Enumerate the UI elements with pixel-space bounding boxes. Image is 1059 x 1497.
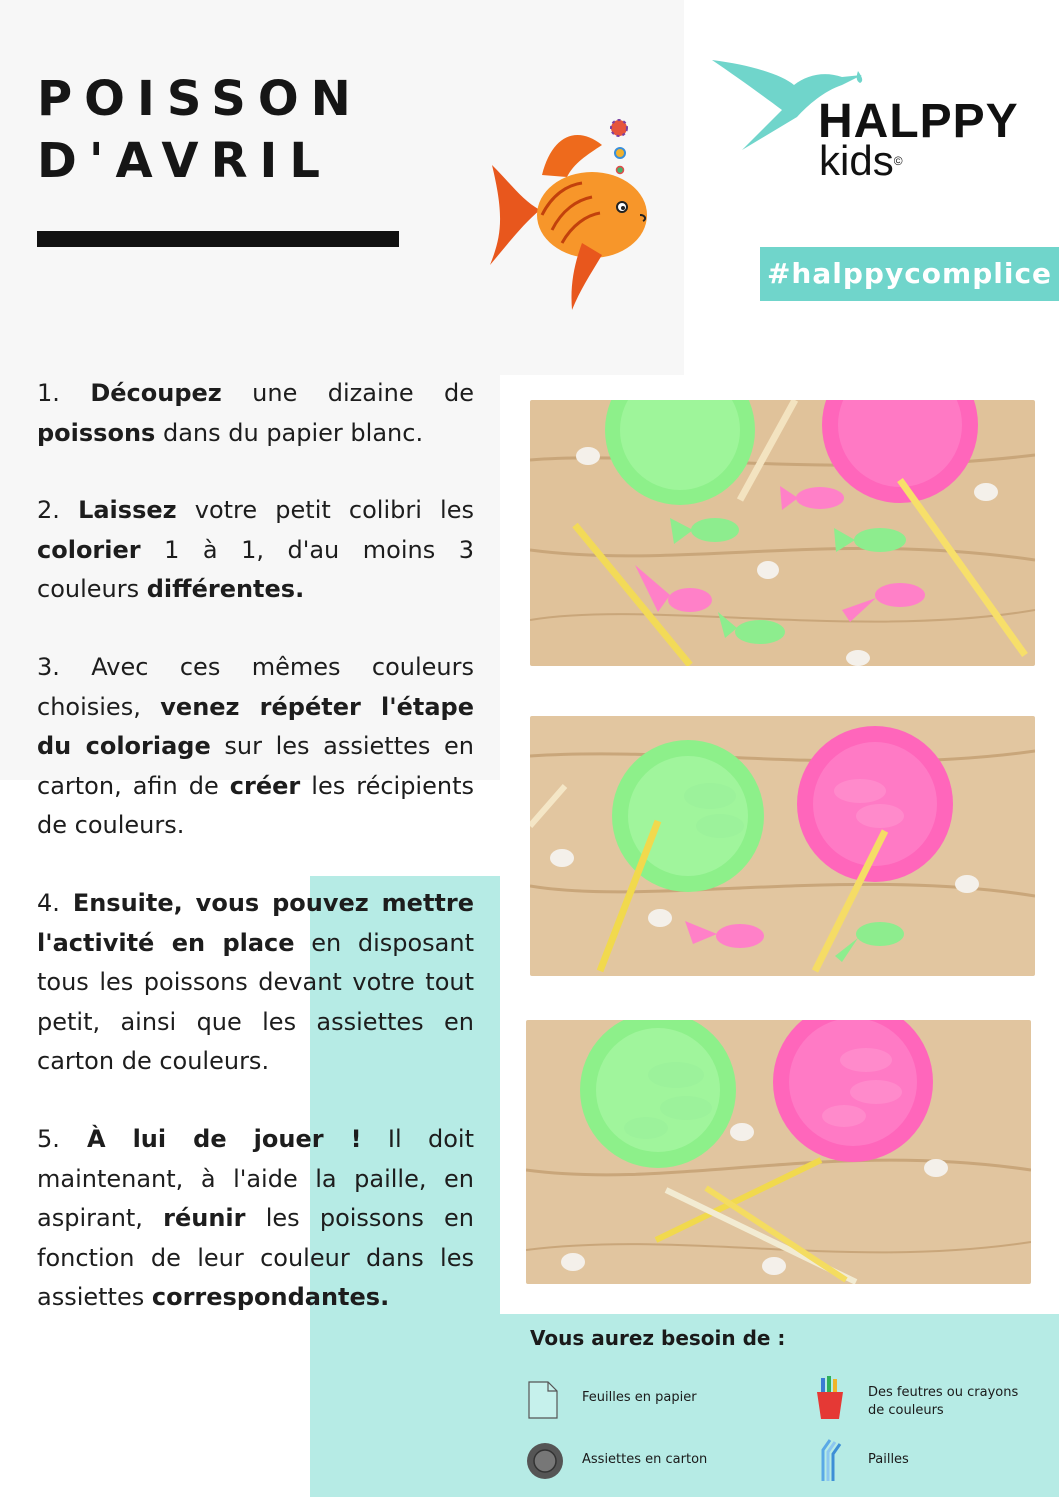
step-3 bbox=[37, 648, 474, 846]
step-emphasis: Ensuite, vous pouvez mettre l'activité en place bbox=[37, 888, 474, 957]
step-text: en disposant tous les poissons devant votre tout petit, ainsi que les assiettes en carton de couleurs. bbox=[37, 928, 475, 1076]
step-number: 5. bbox=[37, 1124, 60, 1153]
step-emphasis: venez répéter l'étape du coloriage bbox=[37, 692, 474, 761]
activity-photo-2 bbox=[530, 716, 1035, 976]
step-emphasis: créer bbox=[229, 771, 301, 800]
step-text: Avec ces mêmes couleurs choisies, bbox=[37, 652, 474, 721]
page-title bbox=[37, 68, 363, 192]
step-1 bbox=[37, 374, 474, 453]
activity-photo-1 bbox=[530, 400, 1035, 666]
step-text: une dizaine de bbox=[221, 379, 474, 407]
goldfish-illustration bbox=[482, 115, 652, 315]
step-emphasis: poissons bbox=[37, 418, 156, 447]
activity-photo-3 bbox=[526, 1020, 1031, 1284]
step-5 bbox=[37, 1120, 474, 1318]
material-straws: Pailles bbox=[868, 1452, 909, 1467]
step-number: 1. bbox=[37, 379, 60, 407]
step-text: dans du papier blanc. bbox=[155, 418, 424, 447]
step-2 bbox=[37, 491, 474, 610]
markers-cup-icon bbox=[814, 1376, 846, 1420]
materials-title: Vous aurez besoin de : bbox=[530, 1326, 786, 1350]
step-number: 4. bbox=[37, 888, 60, 917]
material-markers: Des feutres ou crayons de couleurs bbox=[868, 1385, 1019, 1418]
step-text: Il doit maintenant, à l'aide la paille, en aspirant, bbox=[37, 1124, 475, 1233]
material-plates: Assiettes en carton bbox=[582, 1452, 708, 1467]
step-number: 2. bbox=[37, 496, 60, 525]
step-emphasis: colorier bbox=[37, 535, 141, 564]
paper-sheet-icon bbox=[528, 1381, 558, 1419]
step-text: les récipients de couleurs. bbox=[37, 771, 474, 840]
hashtag-badge: #halppycomplice bbox=[760, 247, 1059, 301]
title-line-2: D'AVRIL bbox=[37, 133, 332, 189]
step-emphasis: Laissez bbox=[78, 496, 177, 525]
title-line-1: POISSON bbox=[37, 71, 363, 127]
logo-wordmark: HALPPY bbox=[818, 95, 1019, 148]
step-number: 3. bbox=[37, 652, 60, 681]
logo-copyright-mark: © bbox=[893, 154, 903, 168]
step-text: sur les assiettes en carton, afin de bbox=[37, 732, 475, 800]
step-4 bbox=[37, 884, 474, 1082]
step-text: les poissons en fonction de leur couleur dans les assiettes bbox=[37, 1204, 474, 1312]
step-emphasis: À lui de jouer ! bbox=[59, 1124, 362, 1153]
straws-icon bbox=[818, 1436, 842, 1482]
step-text: votre petit colibri les bbox=[176, 496, 474, 525]
material-paper: Feuilles en papier bbox=[582, 1390, 697, 1405]
step-text: 1 à 1, d'au moins 3 couleurs bbox=[37, 535, 474, 604]
logo-subtitle-text: kids bbox=[819, 137, 894, 184]
step-emphasis: réunir bbox=[163, 1204, 246, 1233]
step-emphasis: correspondantes. bbox=[151, 1283, 390, 1312]
step-emphasis: Découpez bbox=[90, 379, 222, 407]
instruction-steps bbox=[37, 374, 474, 1356]
plate-icon bbox=[526, 1442, 564, 1480]
title-underline bbox=[37, 231, 399, 247]
step-emphasis: différentes. bbox=[146, 575, 305, 604]
logo-subtitle bbox=[819, 137, 903, 184]
